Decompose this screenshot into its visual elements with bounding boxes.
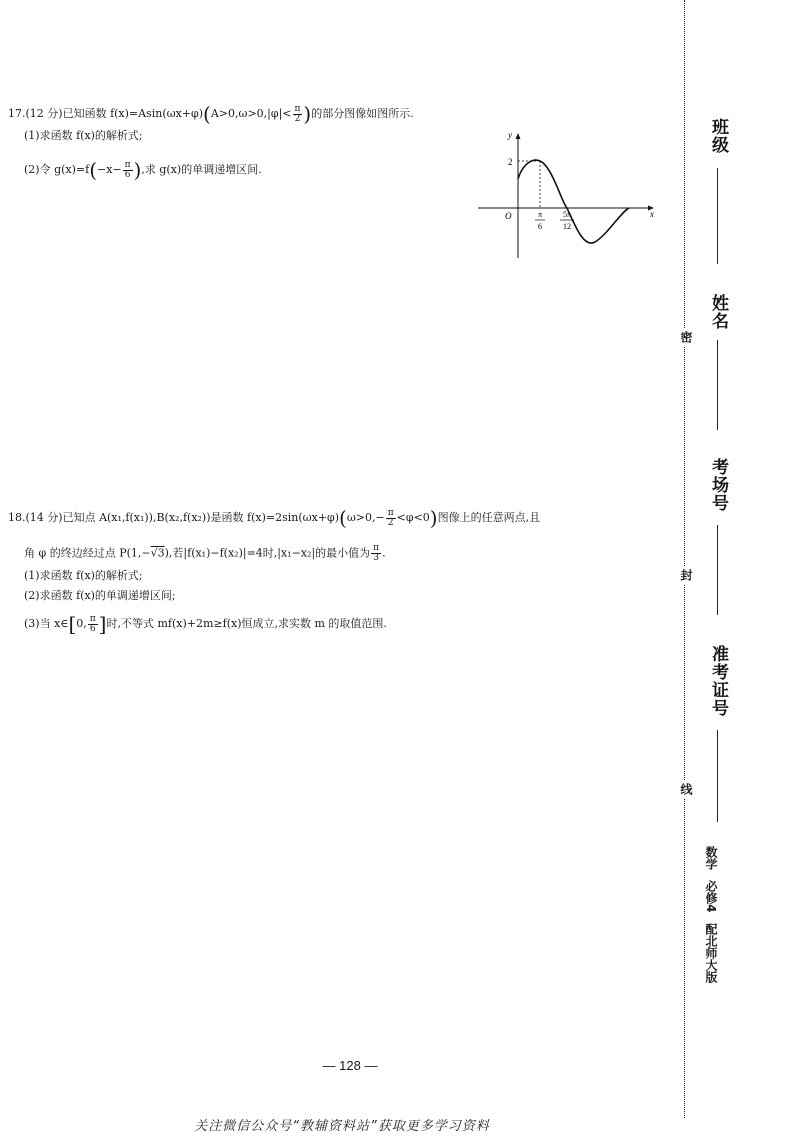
q18-part3: (3)当 x∈[0, $\frac{\pi}{6}$ ]时,不等式 mf(x)+2m≥f(x)恒成立,求实数 m 的取值范围. [24, 612, 387, 636]
name-underline [717, 340, 718, 430]
x-tick-pi6-den: 6 [538, 222, 542, 231]
y-axis-arrow [516, 133, 521, 139]
q18-part1: (1)求函数 f(x)的解析式; [24, 569, 143, 582]
q18-line2: 角 φ 的终边经过点 P(1,−√3),若|f(x₁)−f(x₂)|=4时,|x₁−x₂|的最小值为 $\frac{\pi}{3}$ . [24, 543, 386, 563]
binding-dotted-line [684, 0, 685, 1118]
sine-curve [518, 160, 629, 243]
q17-stem: 17.(12 分)已知函数 f(x)=Asin(ωx+φ)(A>0,ω>0,|φ|< $\frac{\pi}{2}$ )的部分图像如图所示. [8, 102, 414, 126]
fraction: $\frac{\pi}{6}$ [89, 613, 96, 634]
room-underline [717, 525, 718, 615]
y-axis-label: y [508, 130, 512, 140]
class-underline [717, 168, 718, 264]
x-tick-5pi12-num: 5π [562, 210, 572, 219]
q17-part1: (1)求函数 f(x)的解析式; [24, 129, 143, 142]
q18-part2: (2)求函数 f(x)的单调递增区间; [24, 589, 176, 602]
x-tick-5pi12-den: 12 [563, 222, 571, 231]
q17-part2: (2)令 g(x)=f(−x− $\frac{\pi}{6}$ ),求 g(x)的单调递增区间. [24, 158, 262, 182]
seal-mi: 密 [678, 328, 695, 346]
seal-feng: 封 [678, 566, 695, 584]
origin-label: O [505, 211, 512, 221]
fraction: $\frac{\pi}{2}$ [387, 507, 394, 528]
sine-graph [478, 128, 662, 260]
book-info: 数学 必修4 配北师大版 [704, 846, 718, 983]
q18-stem: 18.(14 分)已知点 A(x₁,f(x₁)),B(x₂,f(x₂))是函数 f(x)=2sin(ωx+φ)(ω>0,− $\frac{\pi}{2}$ <φ<0)图像上的任意两点,且 [8, 506, 541, 530]
y-tick-2: 2 [508, 157, 513, 167]
fraction: $\frac{\pi}{6}$ [124, 159, 131, 180]
seal-xian: 线 [678, 780, 695, 798]
page-number: — 128 — [322, 1058, 378, 1073]
fraction: $\frac{\pi}{3}$ [373, 543, 380, 563]
footer-notice: 关注微信公众号“教辅资料站”获取更多学习资料 [194, 1119, 490, 1134]
x-axis-label: x [650, 209, 654, 219]
class-label: 班级 [708, 118, 728, 154]
fraction: $\frac{\pi}{2}$ [294, 103, 301, 124]
room-label: 考场号 [708, 458, 728, 512]
id-label: 准考证号 [708, 645, 728, 717]
id-underline [717, 730, 718, 822]
name-label: 姓名 [708, 294, 728, 330]
x-tick-pi6-num: π [537, 210, 543, 219]
